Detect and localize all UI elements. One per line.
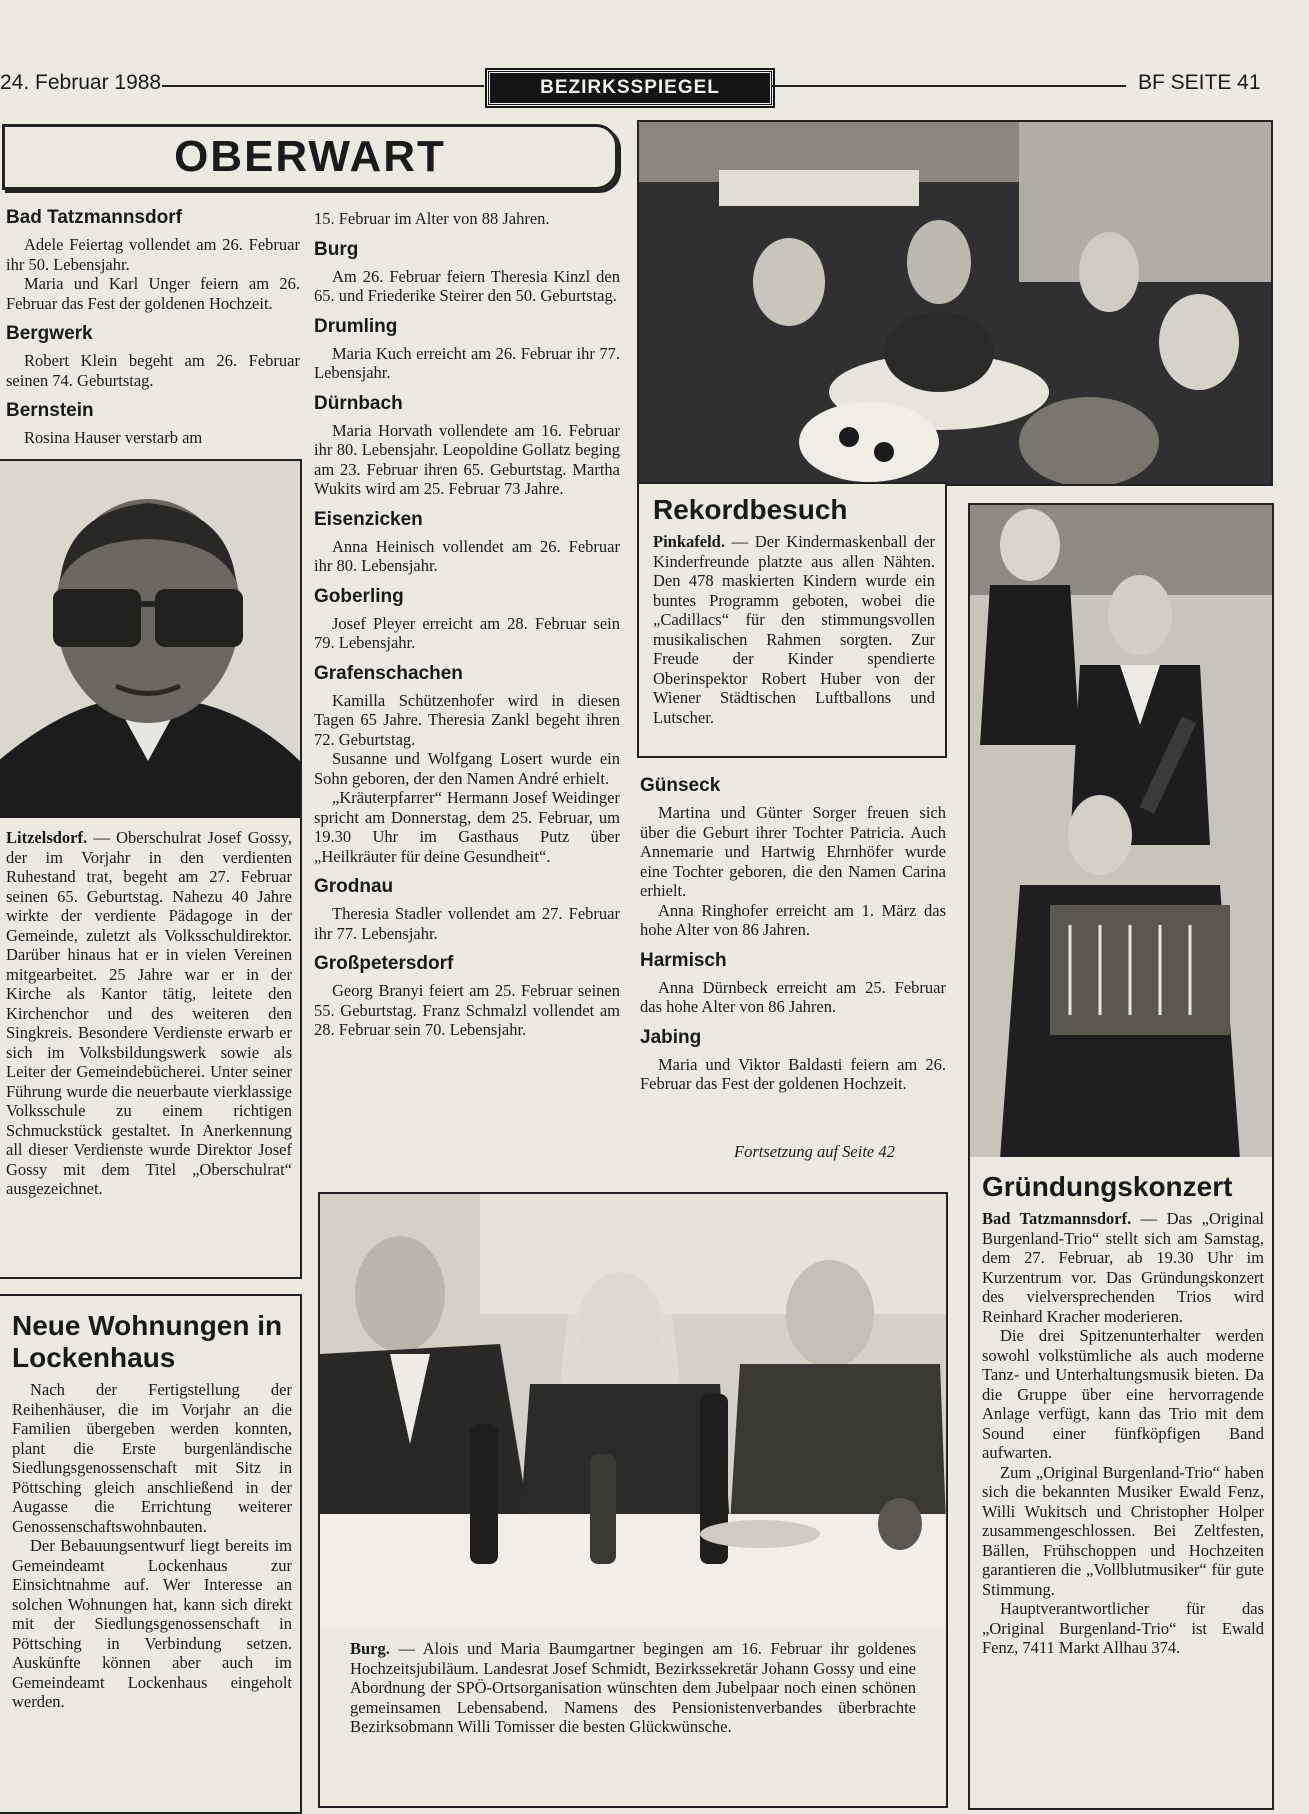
konzert-paragraph: Die drei Spitzenunterhalter werden sowohl volkstümliche als auch moderne Tanz- und Unterhaltungsmusik bieten. Da die Gruppe über eine hervorragende Anlage verfügt, kann das Trio mit dem Sound einer fünfköpfigen Band aufwarten. [982, 1326, 1264, 1462]
section-title: Eisenzicken [314, 508, 423, 530]
news-paragraph: „Kräuterpfarrer“ Hermann Josef Weidinger spricht am Donnerstag, dem 25. Februar, um 19.30 Uhr im Gasthaus Putz über „Heilkräuter für deine Gesundheit“. [314, 788, 620, 866]
section-label: BEZIRKSSPIEGEL [487, 70, 773, 106]
section-title: Bernstein [6, 400, 94, 421]
continued-note: Fortsetzung auf Seite 42 [734, 1142, 895, 1161]
news-paragraph: Rosina Hauser verstarb am [24, 428, 203, 447]
section-title: Burg [314, 238, 359, 260]
anniversary-image [320, 1194, 946, 1628]
news-paragraph: Theresia Stadler vollendet am 27. Februar ihr 77. Lebensjahr. [314, 904, 620, 943]
news-paragraph: Maria und Karl Unger feiern am 26. Februar das Fest der goldenen Hochzeit. [6, 274, 300, 313]
section-title: Harmisch [640, 949, 727, 971]
issue-date: 24. Februar 1988 [0, 71, 162, 94]
rekord-body: — Der Kindermaskenball der Kinderfreunde platzte aus allen Nähten. Den 478 maskierten Kindern wurde ein buntes Programm geboten, wobei die „Cadillacs“ für den stimmungsvollen musikalischen Rahmen sorgten. Zur Freude der Kinder spendierte Oberinspektor Robert Huber von der Wiener Städtischen Luftballons und Lutscher. [653, 532, 935, 727]
anniversary-photo [320, 1194, 946, 1628]
section-title: Günseck [640, 775, 721, 796]
column-1-news [6, 207, 300, 448]
portrait-image [0, 461, 300, 818]
konzert-lead [982, 1209, 1264, 1326]
konzert-article [968, 1157, 1274, 1810]
header-rule-right [772, 85, 1126, 87]
news-paragraph: Kamilla Schützenhofer wird in diesen Tagen 65 Jahre. Theresia Zankl begeht ihren 72. Geburtstag. [314, 690, 620, 749]
burg-caption-text: — Alois und Maria Baumgartner begingen am 16. Februar ihr goldenes Hochzeitsjubiläum. Landesrat Josef Schmidt, Bezirkssekretär Johann Gossy und eine Abordnung der SPÖ-Ortsorganisation wünschten dem Jubelpaar noch einen schönen gemeinsamen Lebensabend. Namens des Pensionistenverbandes überbrachte Bezirksobmann Willi Tomisser die besten Glückwünsche. [350, 1639, 916, 1736]
burg-caption [350, 1639, 916, 1737]
burg-place: Burg. [350, 1639, 390, 1658]
rekord-article [637, 482, 947, 758]
burg-article [318, 1192, 948, 1808]
district-title: OBERWART [2, 124, 618, 190]
news-paragraph: Maria Kuch erreicht am 26. Februar ihr 77. Lebensjahr. [314, 343, 620, 382]
trio-photo [968, 503, 1274, 1161]
section-title: Goberling [314, 585, 404, 607]
news-paragraph: Adele Feiertag vollendet am 26. Februar ihr 50. Lebensjahr. [6, 235, 300, 274]
section-title: Bad Tatzmannsdorf [6, 207, 182, 228]
gossy-article [0, 459, 302, 1279]
news-paragraph: Georg Branyi feiert am 25. Februar seinen 55. Geburtstag. Franz Schmalzl vollendet am 28. Februar sein 70. Lebensjahr. [314, 981, 620, 1039]
section-title: Grodnau [314, 876, 394, 897]
news-paragraph: Anna Dürnbeck erreicht am 25. Februar das hohe Alter von 86 Jahren. [640, 977, 946, 1016]
news-paragraph: Am 26. Februar feiern Theresia Kinzl den 65. und Friederike Steirer den 50. Geburtstag. [314, 266, 620, 305]
wohnungen-paragraph: Nach der Fertigstellung der Reihenhäuser, die im Vorjahr an die Familien übergeben werden konnten, plant die Erste burgenländische Siedlungsgenossenschaft mit Sitz in Pöttsching gleich anschließend in der Augasse die Errichtung weiterer Genossenschaftswohnbauten. [12, 1380, 292, 1536]
gossy-text: — Oberschulrat Josef Gossy, der im Vorjahr in den verdienten Ruhestand trat, begeht am 27. Februar seinen 65. Geburtstag. Nahezu 40 Jahre wirkte der verdiente Pädagoge in der Gemeinde, zuletzt als Volksschuldirektor. Darüber hinaus hat er in vielen Vereinen mitgearbeitet. 25 Jahre war er in der Kirche als Kantor tätig, leitete den Kirchenchor und des weiteren den Singkreis. Besondere Verdienste erwarb er sich im Volksbildungswerk sowie als Leiter der Gemeindebücherei. Unter seiner Führung wurde die neuerbaute vierklassige Volksschule zu einem richtigen Schmuckstück gestaltet. In Anerkennung all dieser Verdienste wurde Direktor Josef Gossy mit dem Titel „Oberschulrat“ ausgezeichnet. [6, 828, 292, 1198]
konzert-lead-text: — Das „Original Burgenland-Trio“ stellt sich am Samstag, dem 27. Februar, ab 19.30 Uhr im Kurzentrum vor. Das Gründungskonzert des vielversprechenden Trios wird Reinhard Kracher moderieren. [982, 1209, 1264, 1326]
column-2-news [314, 209, 620, 1040]
news-paragraph: Anna Heinisch vollendet am 26. Februar ihr 80. Lebensjahr. [314, 536, 620, 575]
section-title: Drumling [314, 315, 398, 337]
news-paragraph: Anna Ringhofer erreicht am 1. März das hohe Alter von 86 Jahren. [640, 900, 946, 939]
news-paragraph: Susanne und Wolfgang Losert wurde ein Sohn geboren, der den Namen André erhielt. [314, 749, 620, 788]
section-title: Jabing [640, 1026, 702, 1048]
wohnungen-headline: Neue Wohnungen in Lockenhaus [12, 1310, 283, 1373]
news-paragraph: Maria und Viktor Baldasti feiern am 26. Februar das Fest der goldenen Hochzeit. [640, 1054, 946, 1093]
konzert-paragraph: Zum „Original Burgenland-Trio“ haben sich die bekannten Musiker Ewald Fenz, Willi Wukitsch und Christopher Holper zusammengeschlossen. Bei Zeltfesten, Bällen, Frühschoppen und Hochzeiten garantieren die „Vollblutmusiker“ für gute Stimmung. [982, 1462, 1264, 1599]
section-title: Dürnbach [314, 392, 403, 414]
news-paragraph: Maria Horvath vollendete am 16. Februar ihr 80. Lebensjahr. Leopoldine Gollatz beging am 23. Februar ihren 65. Geburtstag. Martha Wukits wird am 25. Februar 73 Jahre. [314, 420, 620, 498]
rekord-place: Pinkafeld. [653, 532, 725, 551]
wohnungen-article [0, 1294, 302, 1814]
section-title: Großpetersdorf [314, 953, 454, 974]
konzert-headline: Gründungskonzert [982, 1171, 1233, 1202]
trio-image [970, 505, 1272, 1159]
news-paragraph: Josef Pleyer erreicht am 28. Februar sein 79. Lebensjahr. [314, 613, 620, 652]
section-title: Grafenschachen [314, 662, 463, 684]
news-paragraph: Robert Klein begeht am 26. Februar seinen 74. Geburtstag. [6, 351, 300, 390]
rekord-text [653, 532, 935, 727]
masquerade-image [639, 122, 1271, 484]
konzert-paragraph: Hauptverantwortlicher für das „Original Burgenland-Trio“ ist Ewald Fenz, 7411 Markt Allhau 374. [982, 1599, 1264, 1657]
konzert-place: Bad Tatzmannsdorf. [982, 1209, 1132, 1228]
rekord-headline: Rekordbesuch [653, 494, 848, 525]
gossy-place: Litzelsdorf. [6, 828, 88, 847]
gossy-caption [6, 828, 292, 1199]
header-rule-left [162, 85, 484, 87]
news-paragraph: 15. Februar im Alter von 88 Jahren. [314, 209, 550, 228]
section-title: Bergwerk [6, 323, 93, 344]
wohnungen-paragraph: Der Bebauungsentwurf liegt bereits im Gemeindeamt Lockenhaus zur Einsichtnahme auf. Wer Interesse an solchen Wohnungen hat, kann sich direkt mit der Siedlungsgenossenschaft in Pöttsching in Verbindung setzen. Auskünfte können aber auch im Gemeindeamt Lockenhaus eingeholt werden. [12, 1536, 292, 1711]
masquerade-photo [637, 120, 1273, 486]
portrait-photo [0, 461, 300, 818]
news-paragraph: Martina und Günter Sorger freuen sich über die Geburt ihrer Tochter Patricia. Auch Annemarie und Hartwig Ehrnhöfer wurde eine Tochter geboren, die den Namen Carina erhielt. [640, 803, 946, 900]
page-number: BF SEITE 41 [1138, 71, 1261, 94]
column-3-news [640, 775, 946, 1094]
